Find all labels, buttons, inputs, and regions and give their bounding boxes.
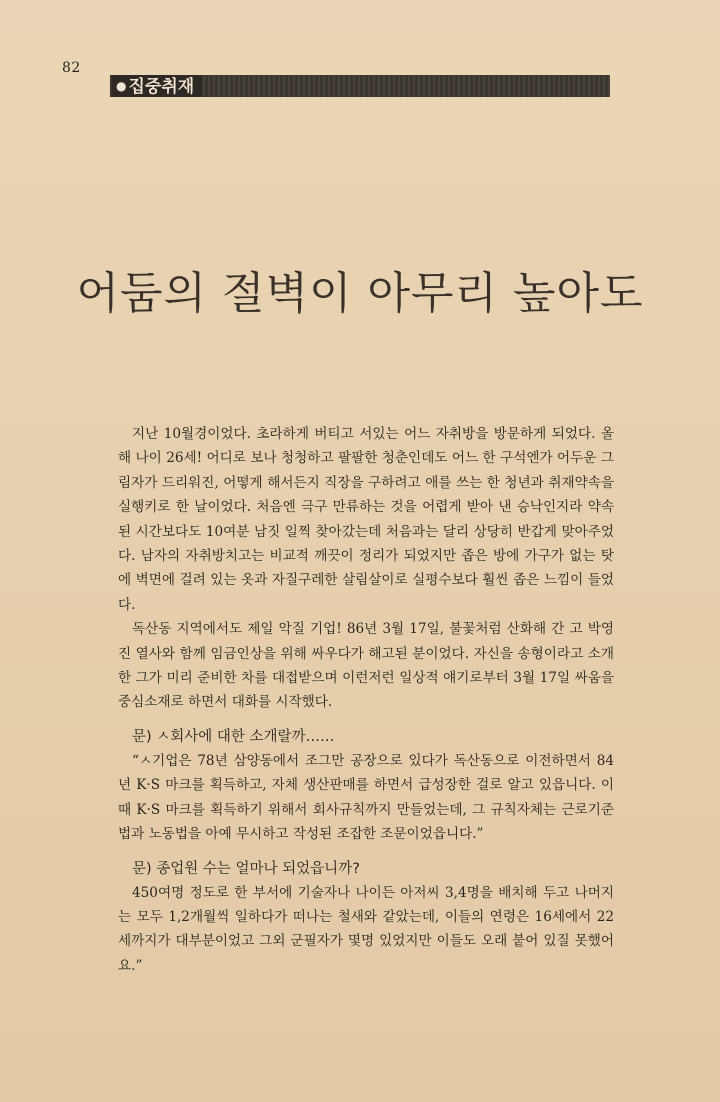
- interview-question: 문) 종업원 수는 얼마나 되었읍니까?: [132, 860, 360, 877]
- section-label-text: 집중취재: [128, 77, 195, 97]
- article-paragraph: 지난 10월경이었다. 초라하게 버티고 서있는 어느 자취방을 방문하게 되었다. 올해 나이 26세! 어디로 보나 청청하고 팔팔한 청춘인데도 어느 한 구석엔가 어두운 그림자가 드리워진, 어떻게 해서든지 직장을 구하려고 애를 쓰는 한 청년과 취재약속을 실행키로 한 날이었다. 처음엔 극구 만류하는 것을 어렵게 받아 낸 승낙인지라 약속된 시간보다도 10여분 남짓 일찍 찾아갔는데 처음과는 달리 상당히 반갑게 맞아주었다. 남자의 자취방치고는 비교적 깨끗이 정리가 되었지만 좁은 방에 가구가 없는 탓에 벽면에 걸려 있는 옷과 자질구레한 살림살이로 실평수보다 훨씬 좁은 느낌이 들었다.: [118, 426, 614, 613]
- interview-answer: “ㅅ기업은 78년 삼양동에서 조그만 공장으로 있다가 독산동으로 이전하면서 84년 K·S 마크를 획득하고, 자체 생산판매를 하면서 급성장한 걸로 알고 있읍니다. 이 때 K·S 마크를 획득하기 위해서 회사규칙까지 만들었는데, 그 규칙자체는 근로기준법과 노동법을 아예 무시하고 작성된 조잡한 조문이었읍니다.”: [118, 752, 614, 843]
- bullet-icon: ●: [116, 79, 127, 93]
- article-body: [118, 422, 614, 978]
- interview-answer: 450여명 정도로 한 부서에 기술자나 나이든 아저씨 3,4명을 배치해 두고 나머지는 모두 1,2개월씩 일하다가 떠나는 철새와 같았는데, 이들의 연령은 16세에서 22세까지가 대부분이었고 그외 군필자가 몇명 있었지만 이들도 오래 붙어 있질 못했어요.”: [118, 884, 614, 974]
- section-label: [112, 75, 202, 97]
- article-paragraph: 독산동 지역에서도 제일 악질 기업! 86년 3월 17일, 불꽃처럼 산화해 간 고 박영진 열사와 함께 임금인상을 위해 싸우다가 해고된 분이었다. 자신을 송형이라고 소개한 그가 미리 준비한 차를 대접받으며 이런저런 일상적 얘기로부터 3월 17일 싸움을 중심소재로 하면서 대화를 시작했다.: [118, 621, 614, 711]
- article-title: 어둠의 절벽이 아무리 높아도: [76, 268, 644, 320]
- page-number: 82: [62, 60, 81, 76]
- interview-question: 문) ㅅ회사에 대한 소개랄까……: [132, 728, 335, 745]
